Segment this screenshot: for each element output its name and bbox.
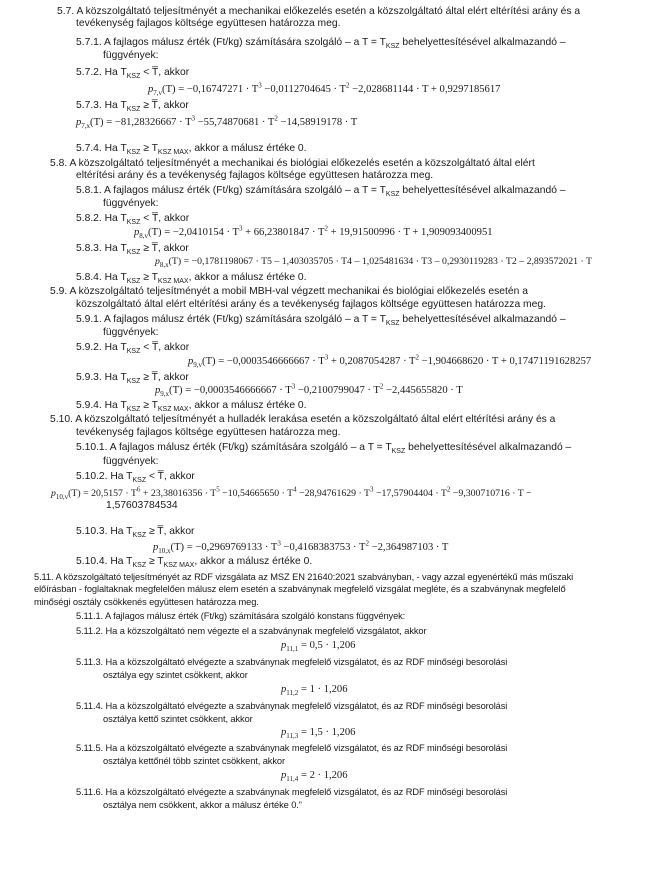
text-fragment: + 19,91500996 · T + 1,909093400951	[327, 227, 493, 238]
text-line	[34, 596, 259, 608]
text-fragment: KSZ	[385, 191, 400, 199]
text-fragment: −55,74870681 · T	[195, 117, 275, 128]
text-line	[103, 669, 248, 681]
formula-line	[155, 256, 592, 268]
text-line	[106, 500, 178, 512]
text-fragment: 3	[277, 539, 281, 548]
text-content: 5.9.4. Ha T	[76, 400, 127, 411]
text-content: függvények:	[103, 327, 159, 338]
text-content: 5.9. A közszolgáltató teljesítményét a mobil MBH-val végzett mechanikai és biológiai előkezelés esetén a	[50, 286, 528, 297]
text-fragment: −2,364987103 · T	[369, 542, 449, 553]
text-fragment: , akkor a málusz értéke 0.	[188, 400, 307, 411]
text-fragment: 2	[274, 114, 278, 123]
text-line	[50, 158, 535, 170]
text-line	[76, 556, 312, 568]
text-fragment: 11,3	[286, 732, 299, 741]
text-fragment: KSZ	[126, 73, 141, 81]
text-fragment: −0,0112704645 · T	[261, 84, 346, 95]
text-content: 5.11. A közszolgáltató teljesítményét az RDF vizsgálata az MSZ EN 21640:2021 szabványban, - vagy azzal egyenértékű más műszaki	[34, 572, 574, 582]
formula-line	[51, 485, 532, 501]
text-line	[76, 314, 566, 326]
formula-symbol: p	[281, 770, 287, 781]
formula-line	[281, 727, 355, 739]
text-fragment: KSZ	[126, 149, 141, 157]
text-fragment: ≥ T̅, akkor	[146, 526, 195, 537]
text-fragment: KSZ	[126, 348, 141, 356]
text-fragment: 8,v	[139, 232, 149, 241]
text-content: 5.8.4. Ha T	[76, 272, 127, 283]
text-fragment: = 1,5 · 1,206	[298, 727, 356, 738]
text-fragment: 3	[291, 382, 296, 391]
text-content: 5.10.4. Ha T	[76, 556, 133, 567]
text-fragment: KSZ	[132, 477, 147, 485]
text-line	[76, 213, 189, 225]
text-content: 5.7. A közszolgáltató teljesítményét a mechanikai előkezelés esetén a közszolgáltató által elért eltérítési arány és a	[57, 6, 581, 17]
text-content: eltérítési arány és a tevékenység fajlagos költsége együttesen határozza meg.	[76, 170, 434, 181]
text-fragment: −10,54665650 · T	[219, 488, 294, 499]
text-line	[103, 755, 285, 767]
text-line	[76, 625, 427, 637]
text-fragment: (T) = −0,2969769133 · T	[170, 542, 278, 553]
text-fragment: 10,v	[55, 492, 69, 501]
text-fragment: KSZ	[385, 43, 400, 51]
text-line	[76, 18, 340, 30]
text-fragment: (T) = −2,0410154 · T	[148, 227, 239, 238]
text-line	[103, 799, 302, 811]
text-content: 5.9.3. Ha T	[76, 372, 127, 383]
text-fragment: 2	[379, 382, 384, 391]
text-content: közszolgáltató által elért eltérítési arány és a tevékenység fajlagos költsége együttesen határozza meg.	[76, 299, 546, 310]
text-line	[76, 700, 507, 712]
text-line	[103, 327, 159, 339]
text-fragment: −0,2100799047 · T	[295, 385, 380, 396]
text-fragment: ≥ T	[140, 272, 158, 283]
text-fragment: KSZ MAX	[157, 278, 189, 286]
text-content: függvények:	[103, 50, 159, 61]
text-line	[57, 6, 580, 18]
text-fragment: 9,v	[193, 361, 203, 370]
formula-line	[134, 224, 493, 241]
text-fragment: 10,x	[158, 547, 171, 556]
text-fragment: −28,94761629 · T	[296, 488, 371, 499]
text-content: 5.10.2. Ha T	[76, 471, 133, 482]
formula-symbol: p	[134, 227, 140, 238]
text-fragment: KSZ	[126, 106, 141, 114]
text-content: 5.11.2. Ha a közszolgáltató nem végezte el a szabványnak megfelelő vizsgálatot, akkor	[76, 626, 427, 636]
text-line	[50, 286, 528, 298]
text-line	[76, 243, 189, 255]
formula-symbol: p	[76, 117, 82, 128]
text-fragment: 11,2	[286, 689, 299, 698]
text-line	[76, 100, 189, 112]
text-fragment: = 0,5 · 1,206	[298, 640, 356, 651]
text-content: tevékenység fajlagos költsége együttesen határozza meg.	[76, 427, 341, 438]
text-fragment: KSZ	[126, 249, 141, 257]
text-content: 5.10.3. Ha T	[76, 526, 133, 537]
text-content: 5.8. A közszolgáltató teljesítményét a mechanikai és biológiai előkezelés esetén a közszolgáltató által elért	[50, 158, 535, 169]
text-fragment: + 0,2087054287 · T	[328, 356, 416, 367]
text-content: minőségi osztály csökkenés együttesen határozza meg.	[34, 597, 259, 607]
formula-line	[281, 684, 348, 696]
text-line	[76, 170, 433, 182]
text-line	[76, 442, 571, 454]
text-line	[76, 656, 507, 668]
text-fragment: 2	[324, 224, 328, 233]
formula-line	[76, 114, 358, 131]
text-content: 5.11.5. Ha a közszolgáltató elvégezte a szabványnak megfelelő vizsgálatot, és az RDF minőségi besorolási	[76, 743, 508, 753]
formula-line	[153, 539, 449, 556]
text-line	[103, 198, 159, 210]
formula-symbol: p	[155, 385, 161, 396]
text-line	[76, 299, 546, 311]
formula-line	[281, 640, 355, 652]
text-fragment: , akkor a málusz értéke 0.	[188, 272, 307, 283]
text-fragment: KSZ	[126, 219, 141, 227]
text-fragment: 6	[136, 485, 141, 494]
text-content: előírásban - foglaltaknak megfelelően málusz elem esetén a szabványnak megfelelő vizsgálat megléte, és a szabványnak megfelelő	[34, 584, 566, 594]
text-fragment: ≥ T	[140, 400, 158, 411]
text-fragment: 4	[293, 485, 297, 494]
text-fragment: −1,904668620 · T + 0,17471191628257	[419, 356, 592, 367]
formula-symbol: p	[188, 356, 194, 367]
text-content: 5.11.6. Ha a közszolgáltató elvégezte a szabványnak megfelelő vizsgálatot, és az RDF minőségi besorolási	[76, 787, 508, 797]
text-fragment: 3	[370, 485, 374, 494]
text-fragment: , akkor a málusz értéke 0.	[188, 143, 307, 154]
text-fragment: (T) = −0,1781198067 · T5 – 1,403035705 · T4 – 1,025481634 · T3 – 0,2930119283 · T2 – 2,893572021 · T	[168, 256, 592, 267]
text-fragment: 7,x	[81, 122, 91, 131]
text-content: osztálya egy szintet csökkent, akkor	[103, 670, 248, 680]
text-fragment: (T) = −0,0003546666667 · T	[202, 356, 325, 367]
text-fragment: 2	[415, 353, 420, 362]
formula-line	[188, 353, 592, 370]
text-fragment: 3	[324, 353, 329, 362]
text-content: 5.11.4. Ha a közszolgáltató elvégezte a szabványnak megfelelő vizsgálatot, és az RDF minőségi besorolási	[76, 701, 508, 711]
text-fragment: ≥ T̅, akkor	[140, 243, 189, 254]
text-fragment: ≥ T	[146, 556, 164, 567]
text-fragment: −2,445655820 · T	[383, 385, 463, 396]
text-fragment: 3	[191, 114, 196, 123]
text-content: 5.10. A közszolgáltató teljesítményét a hulladék lerakása esetén a közszolgáltató által elért eltérítési arány és a	[50, 414, 556, 425]
formula-line	[148, 81, 501, 98]
text-fragment: = 1 · 1,206	[298, 684, 348, 695]
text-line	[103, 50, 159, 62]
text-fragment: < T̅, akkor	[140, 342, 190, 353]
text-content: 5.9.1. A fajlagos málusz érték (Ft/kg) számítására szolgáló – a T = T	[76, 314, 386, 325]
formula-symbol: p	[281, 640, 287, 651]
text-fragment: = 2 · 1,206	[298, 770, 348, 781]
text-fragment: −9,300710716 · T −	[450, 488, 532, 499]
text-fragment: 5	[216, 485, 220, 494]
formula-symbol: p	[148, 84, 154, 95]
text-line	[76, 786, 507, 798]
text-fragment: behelyettesítésével alkalmazandó –	[399, 314, 566, 325]
text-content: 5.7.1. A fajlagos málusz érték (Ft/kg) számítására szolgáló – a T = T	[76, 37, 386, 48]
text-fragment: KSZ	[126, 406, 141, 414]
text-content: osztálya kettő szintet csökkent, akkor	[103, 714, 253, 724]
text-fragment: 2	[365, 539, 369, 548]
text-line	[76, 471, 195, 483]
text-line	[76, 400, 307, 412]
formula-symbol: p	[153, 542, 159, 553]
text-fragment: < T̅, akkor	[140, 67, 190, 78]
text-fragment: 8,x	[159, 260, 169, 269]
text-content: 5.10.1. A fajlagos málusz érték (Ft/kg) számítására szolgáló – a T = T	[76, 442, 392, 453]
formula-symbol: p	[155, 256, 160, 267]
text-line	[76, 342, 189, 354]
text-content: 5.7.2. Ha T	[76, 67, 127, 78]
formula-symbol: p	[281, 684, 287, 695]
text-content: tevékenység fajlagos költsége együttesen határozza meg.	[76, 18, 341, 29]
text-line	[76, 742, 507, 754]
text-fragment: < T̅, akkor	[140, 213, 190, 224]
text-fragment: 7,v	[153, 89, 163, 98]
formula-symbol: p	[51, 488, 56, 499]
text-fragment: KSZ MAX	[163, 562, 195, 570]
text-content: függvények:	[103, 456, 159, 467]
text-line	[76, 67, 189, 79]
text-line	[76, 272, 307, 284]
text-line	[76, 372, 189, 384]
text-content: osztálya kettőnél több szintet csökkent, akkor	[103, 756, 285, 766]
text-line	[34, 571, 573, 583]
formula-line	[155, 382, 463, 399]
text-fragment: 2	[446, 485, 451, 494]
text-line	[76, 610, 405, 622]
text-fragment: KSZ MAX	[157, 406, 189, 414]
text-fragment: + 66,23801847 · T	[242, 227, 325, 238]
text-fragment: 3	[258, 81, 262, 90]
text-content: függvények:	[103, 198, 159, 209]
text-fragment: KSZ	[132, 562, 147, 570]
text-line	[76, 143, 307, 155]
text-fragment: −2,028681144 · T + 0,9297185617	[349, 84, 501, 95]
text-fragment: KSZ	[126, 278, 141, 286]
text-content: 5.9.2. Ha T	[76, 342, 127, 353]
text-fragment: KSZ	[385, 320, 400, 328]
text-fragment: < T̅, akkor	[146, 471, 195, 482]
text-content: 5.11.1. A fajlagos málusz érték (Ft/kg) számítására szolgáló konstans függvények:	[76, 611, 406, 621]
text-line	[76, 427, 340, 439]
text-content: 5.7.4. Ha T	[76, 143, 127, 154]
text-fragment: 3	[238, 224, 243, 233]
text-fragment: ≥ T	[140, 143, 158, 154]
text-content: 5.7.3. Ha T	[76, 100, 127, 111]
text-fragment: (T) = −0,0003546666667 · T	[169, 385, 292, 396]
text-fragment: 9,x	[160, 390, 170, 399]
text-fragment: ≥ T̅, akkor	[140, 372, 189, 383]
text-fragment: KSZ	[126, 378, 141, 386]
text-line	[34, 583, 566, 595]
text-fragment: (T) = −81,28326667 · T	[90, 117, 192, 128]
text-content: 5.8.1. A fajlagos málusz érték (Ft/kg) számítására szolgáló – a T = T	[76, 185, 386, 196]
text-fragment: + 23,38016356 · T	[140, 488, 217, 499]
text-line	[76, 526, 195, 538]
text-fragment: KSZ	[391, 448, 406, 456]
formula-symbol: p	[281, 727, 287, 738]
text-fragment: , akkor a málusz értéke 0.	[194, 556, 313, 567]
text-fragment: 11,4	[286, 775, 299, 784]
text-content: 5.11.3. Ha a közszolgáltató elvégezte a szabványnak megfelelő vizsgálatot, és az RDF minőségi besorolási	[76, 657, 508, 667]
text-line	[103, 713, 253, 725]
text-fragment: −17,57904404 · T	[373, 488, 447, 499]
text-fragment: −14,58919178 · T	[277, 117, 358, 128]
text-fragment: KSZ MAX	[157, 149, 189, 157]
text-fragment: behelyettesítésével alkalmazandó –	[399, 185, 566, 196]
text-line	[76, 185, 566, 197]
text-content: 5.8.3. Ha T	[76, 243, 127, 254]
text-content: osztálya nem csökkent, akkor a málusz értéke 0.”	[103, 800, 302, 810]
text-line	[76, 37, 566, 49]
text-fragment: 2	[346, 81, 350, 90]
text-fragment: (T) = 20,5157 · T	[68, 488, 137, 499]
text-fragment: behelyettesítésével alkalmazandó –	[399, 37, 566, 48]
text-fragment: −0,4168383753 · T	[280, 542, 366, 553]
text-line	[103, 456, 159, 468]
formula-line	[281, 770, 348, 782]
text-content: 5.8.2. Ha T	[76, 213, 127, 224]
text-fragment: 11,1	[286, 645, 299, 654]
text-line	[50, 414, 555, 426]
text-fragment: (T) = −0,16747271 · T	[162, 84, 259, 95]
text-fragment: KSZ	[132, 532, 147, 540]
text-content: 1,57603784534	[106, 500, 178, 511]
text-fragment: ≥ T̅, akkor	[140, 100, 189, 111]
text-fragment: behelyettesítésével alkalmazandó –	[405, 442, 572, 453]
